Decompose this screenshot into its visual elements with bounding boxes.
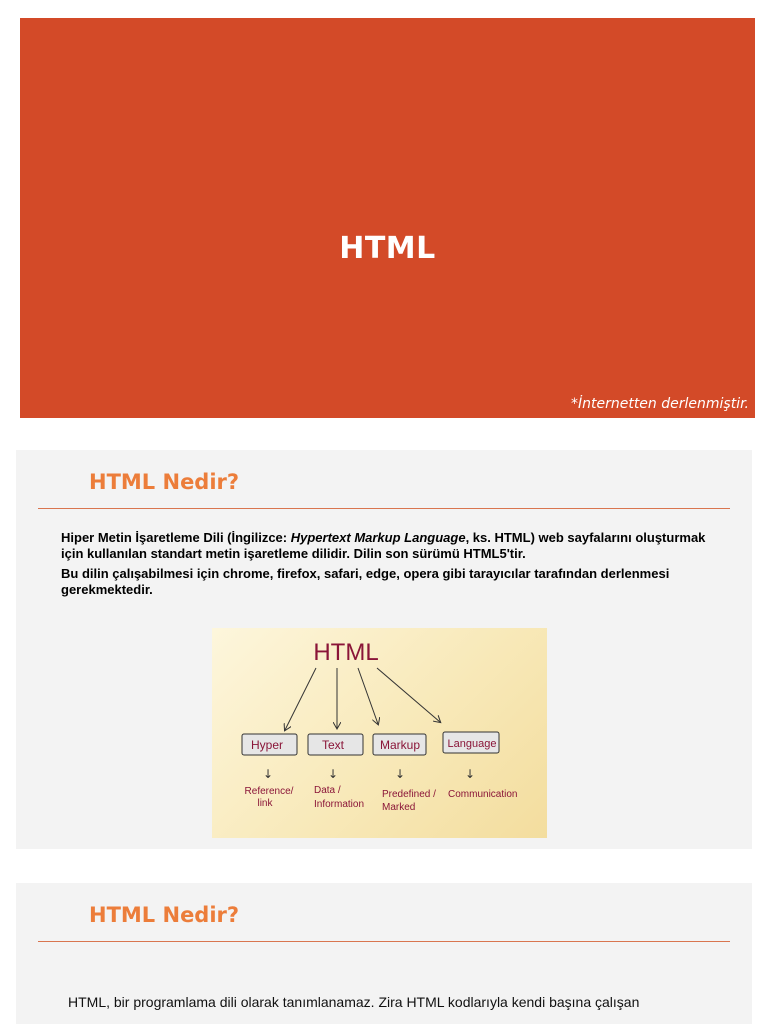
- box-text-label: Text: [321, 738, 345, 752]
- heading-divider: [38, 508, 730, 509]
- heading-divider: [38, 941, 730, 942]
- title-slide: [20, 18, 755, 418]
- diagram-root-label: HTML: [313, 639, 379, 666]
- slide-body: [61, 530, 711, 602]
- down-arrow-2: ↓: [327, 767, 339, 781]
- paragraph-browsers: Bu dilin çalışabilmesi için chrome, firefox, safari, edge, opera gibi tarayıcılar tarafından derlenmesi gerekmektedir.: [61, 566, 670, 597]
- diagram-canvas: [212, 628, 547, 838]
- arrow-markup: [358, 668, 378, 724]
- meaning-hyper-2: link: [257, 798, 273, 809]
- down-arrow-1: ↓: [262, 767, 274, 781]
- slide-title: HTML: [339, 231, 436, 266]
- slide-body-text: HTML, bir programlama dili olarak tanımlanamaz. Zira HTML kodlarıyla kendi başına çalışan: [68, 994, 640, 1010]
- para1-start: Hiper Metin İşaretleme Dili (İngilizce:: [61, 530, 291, 545]
- meaning-markup-2: Marked: [382, 802, 416, 813]
- arrow-language: [377, 668, 440, 722]
- box-hyper-label: Hyper: [250, 738, 284, 752]
- slide-html-nedir-1: [16, 450, 752, 849]
- slide-heading: HTML Nedir?: [89, 470, 240, 494]
- source-note: *İnternetten derlenmiştir.: [570, 396, 749, 412]
- meaning-text-1: Data /: [314, 785, 341, 796]
- box-language-label: Language: [447, 738, 497, 750]
- slide-heading: HTML Nedir?: [89, 903, 240, 927]
- down-arrow-3: ↓: [394, 767, 406, 781]
- meaning-markup-1: Predefined /: [382, 789, 436, 800]
- meaning-text-2: Information: [314, 799, 365, 810]
- meaning-language-1: Communication: [448, 789, 518, 800]
- meaning-hyper-1: Reference/: [244, 786, 294, 797]
- down-arrow-4: ↓: [464, 767, 476, 781]
- box-markup-label: Markup: [379, 738, 421, 752]
- paragraph-definition: [61, 530, 711, 562]
- slide-html-nedir-2: [16, 883, 752, 1024]
- diagram-arrows: [285, 668, 440, 730]
- arrow-hyper: [285, 668, 316, 730]
- para1-end: , ks. HTML) web sayfalarını oluşturmak için kullanılan standart metin işaretleme dilidir. Dilin son sürümü HTML5'tir.: [61, 530, 706, 561]
- html-acronym-diagram: [212, 628, 547, 838]
- para1-italic: Hypertext Markup Language: [290, 530, 466, 545]
